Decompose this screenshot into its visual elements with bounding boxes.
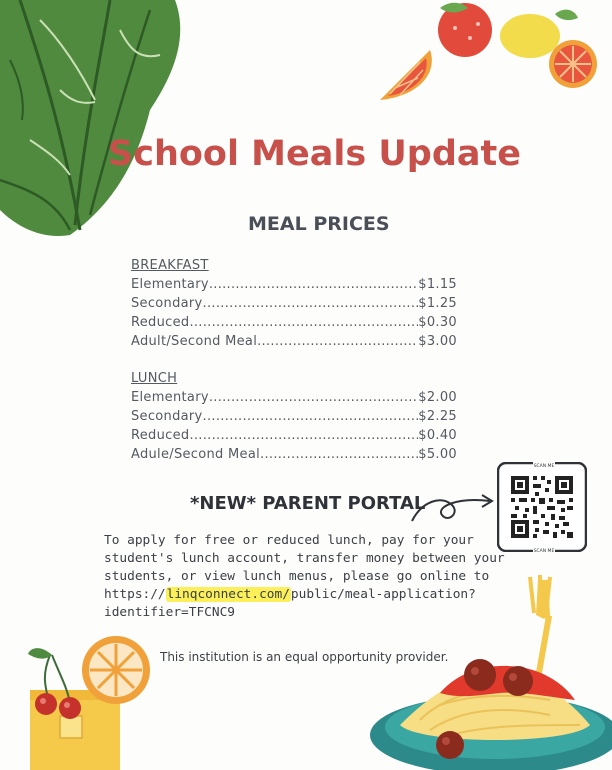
- breakfast-price-list: [131, 256, 457, 351]
- portal-instructions: To apply for free or reduced lunch, pay for your student's lunch account, transfer money between your students, or view lunch menus, please go online to https://linqconnect.com/public/meal-application? identifier=TFCNC9: [104, 532, 509, 622]
- lunch-heading: LUNCH: [131, 371, 178, 386]
- price-row: Reduced ..... $0.40: [131, 426, 457, 445]
- highlighted-domain: linqconnect.com/: [166, 587, 290, 602]
- price-row: Secondary ..... $2.25: [131, 407, 457, 426]
- breakfast-heading: BREAKFAST: [131, 258, 209, 273]
- price-row: Secondary ..... $1.25: [131, 294, 457, 313]
- scan-label-top: SCAN ME: [533, 464, 555, 469]
- curly-arrow-icon: [408, 487, 498, 527]
- spaghetti-illustration: [370, 575, 612, 770]
- price-row: Adule/Second Meal ..... $5.00: [131, 445, 457, 464]
- page-title: School Meals Update: [108, 134, 521, 174]
- portal-url[interactable]: https://linqconnect.com/public/meal-application?: [104, 587, 476, 602]
- price-row: Adult/Second Meal ..... $3.00: [131, 332, 457, 351]
- lunch-price-list: [131, 369, 457, 464]
- price-row: Elementary ..... $1.15: [131, 275, 457, 294]
- scan-label-bottom: SCAN ME: [533, 549, 555, 552]
- meal-prices-heading: MEAL PRICES: [248, 213, 390, 235]
- equal-opportunity-statement: This institution is an equal opportunity provider.: [160, 650, 449, 664]
- drink-illustration: [20, 630, 160, 770]
- spinach-illustration: [0, 0, 200, 240]
- price-row: Reduced ..... $0.30: [131, 313, 457, 332]
- parent-portal-heading: *NEW* PARENT PORTAL: [190, 493, 426, 514]
- fruit-illustration: [370, 0, 612, 110]
- price-row: Elementary ..... $2.00: [131, 388, 457, 407]
- qr-code[interactable]: [497, 462, 587, 552]
